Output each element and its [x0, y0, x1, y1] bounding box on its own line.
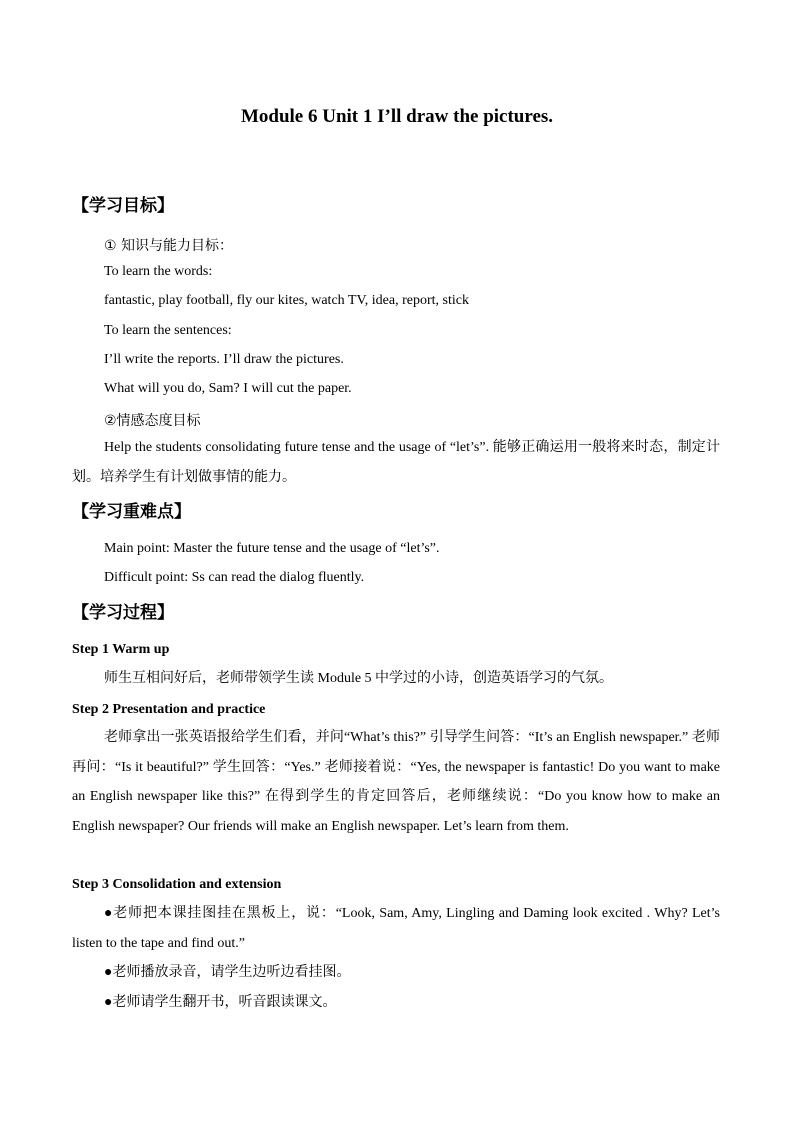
objective-line: I’ll write the reports. I’ll draw the pictures. [104, 352, 344, 367]
step-paragraph: 师生互相问好后，老师带领学生读 Module 5 中学过的小诗，创造英语学习的气氛。 [104, 671, 614, 686]
step-paragraph: ●老师请学生翻开书，听音跟读课文。 [104, 995, 337, 1010]
objective-line: ②情感态度目标 [104, 413, 201, 429]
heading-process: 【学习过程】 [72, 603, 174, 623]
objective-line: To learn the words: [104, 264, 213, 279]
key-point-line: Difficult point: Ss can read the dialog fluently. [104, 570, 365, 585]
step-title: Step 2 Presentation and practice [72, 702, 266, 717]
heading-key-points: 【学习重难点】 [72, 502, 191, 522]
step-paragraph: ●老师把本课挂图挂在黑板上，说：“Look, Sam, Amy, Lingling and Daming look excited . Why? Let’s listen to the tape and find out.” [72, 906, 720, 951]
step-paragraph: ●老师播放录音，请学生边听边看挂图。 [104, 965, 351, 980]
step-title: Step 1 Warm up [72, 642, 170, 657]
objective-line: What will you do, Sam? I will cut the paper. [104, 381, 352, 396]
objective-line: ① 知识与能力目标： [104, 238, 234, 254]
step-paragraph: 老师拿出一张英语报给学生们看，并问“What’s this?” 引导学生问答：“It’s an English newspaper.” 老师再问：“Is it beautiful?” 学生回答：“Yes.” 老师接着说：“Yes, the newspaper is fantastic! Do you want to make an English newspaper like this?” 在得到学生的肯定回答后，老师继续说：“Do you know how to make an English newspaper? Our friends will make an English newspaper. Let’s learn from them. [72, 730, 720, 834]
objective-line: fantastic, play football, fly our kites, watch TV, idea, report, stick [104, 293, 469, 308]
document-title: Module 6 Unit 1 I’ll draw the pictures. [240, 106, 554, 127]
objective-line: To learn the sentences: [104, 323, 232, 338]
heading-objectives: 【学习目标】 [72, 196, 174, 216]
step-title: Step 3 Consolidation and extension [72, 877, 282, 892]
objective-paragraph: Help the students consolidating future tense and the usage of “let’s”. 能够正确运用一般将来时态，制定计划。培养学生有计划做事情的能力。 [72, 440, 720, 485]
key-point-line: Main point: Master the future tense and the usage of “let’s”. [104, 541, 440, 556]
